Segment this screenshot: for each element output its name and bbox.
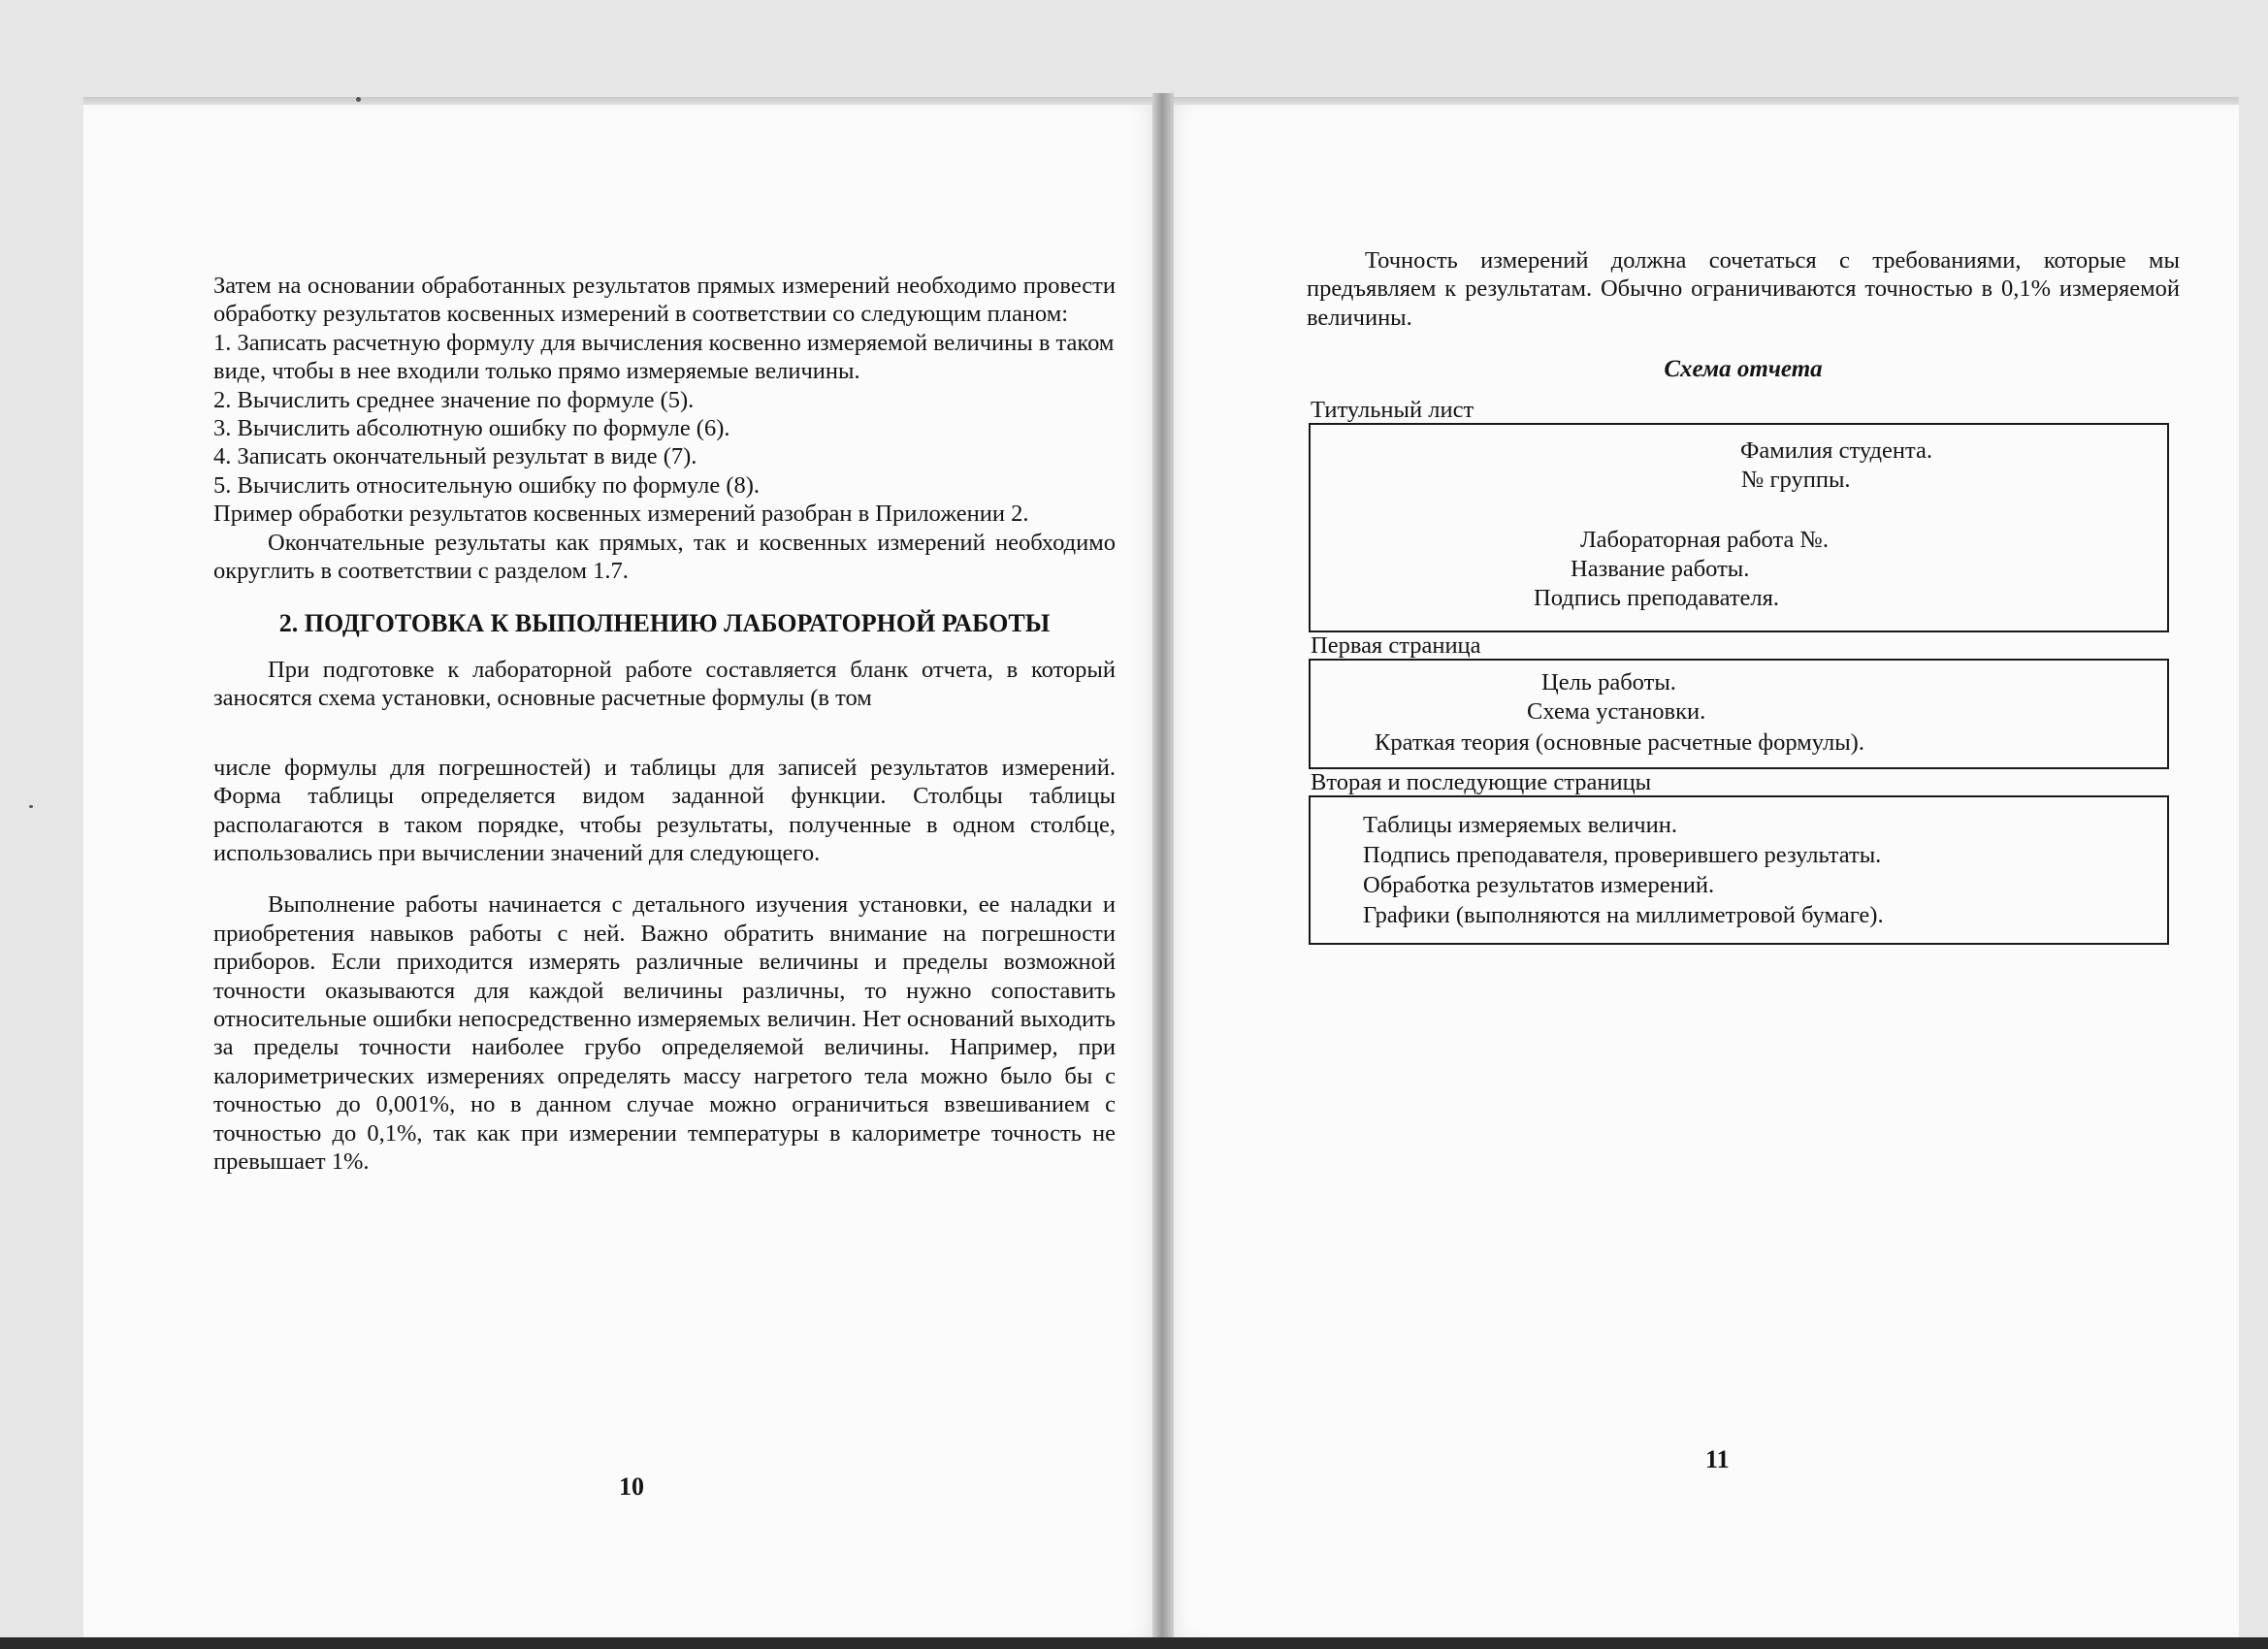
page-number-right: 11 xyxy=(1705,1445,1730,1473)
example-note: Пример обработки результатов косвенных измерений разобран в Приложении 2. xyxy=(213,501,1029,528)
work-paragraph: Выполнение работы начинается с детального изучения установки, ее наладки и приобретения навыков работы с ней. Важно обратить внимание на погрешности приборов. Если приходится измерять различные величины и пределы возможной точности оказываются для каждой величины различны, то нужно сопоставить относительные ошибки непосредственно измеряемых величин. Нет оснований выходить за пределы точности наиболее грубо определяемой величины. Например, при калориметрических измерениях определять массу нагретого тела можно было бы с точностью до 0,001%, но в данном случае можно ограничиться взвешиванием с точностью до 0,1%, так как при измерении температуры в калориметре точность не превышает 1%. xyxy=(213,891,1116,1175)
following-line-graphs: Графики (выполняются на миллиметровой бумаге). xyxy=(1363,901,1884,928)
following-pages-label: Вторая и последующие страницы xyxy=(1311,768,1652,795)
rounding-note: Окончательные результаты как прямых, так и косвенных измерений необходимо округлить в соответствии с разделом 1.7. xyxy=(213,529,1116,585)
following-pages-box xyxy=(1309,795,2169,945)
following-line-tables: Таблицы измеряемых величин. xyxy=(1363,811,1677,838)
title-sheet-line-lab: Лабораторная работа №. xyxy=(1580,526,1829,553)
plan-item-2: 2. Вычислить среднее значение по формуле (5). xyxy=(213,386,695,413)
first-page-box xyxy=(1309,659,2169,769)
scan-bottom-edge xyxy=(0,1637,2268,1649)
title-sheet-box xyxy=(1309,423,2169,632)
scheme-title: Схема отчета xyxy=(1664,356,1823,383)
prep-paragraph-part1: При подготовке к лабораторной работе составляется бланк отчета, в который заносятся схема установки, основные расчетные формулы (в том xyxy=(213,656,1116,712)
book-gutter xyxy=(1152,93,1174,1649)
left-page-text xyxy=(213,272,1116,1176)
intro-paragraph: Затем на основании обработанных результатов прямых измерений необходимо провести обработку результатов косвенных измерений в соответствии со следующим планом: xyxy=(213,273,1116,328)
following-line-processing: Обработка результатов измерений. xyxy=(1363,871,1715,898)
section-heading: 2. ПОДГОТОВКА К ВЫПОЛНЕНИЮ ЛАБОРАТОРНОЙ РАБОТЫ xyxy=(278,609,1051,638)
following-line-signature: Подпись преподавателя, проверившего результаты. xyxy=(1363,841,1882,868)
text-gap xyxy=(213,713,1116,754)
page-number-left: 10 xyxy=(619,1472,644,1501)
title-sheet-label: Титульный лист xyxy=(1311,396,1474,423)
accuracy-paragraph: Точность измерений должна сочетаться с требованиями, которые мы предъявляем к результатам. Обычно ограничиваются точностью в 0,1% измеряемой величины. xyxy=(1307,247,2180,331)
plan-item-4: 4. Записать окончательный результат в виде (7). xyxy=(213,443,697,470)
title-sheet-line-name: Название работы. xyxy=(1571,555,1750,582)
plan-item-5: 5. Вычислить относительную ошибку по формуле (8). xyxy=(213,471,761,499)
title-sheet-line-signature: Подпись преподавателя. xyxy=(1534,584,1780,611)
plan-item-3: 3. Вычислить абсолютную ошибку по формуле (6). xyxy=(213,415,730,442)
scan-speck xyxy=(356,97,361,102)
scan-speck xyxy=(29,805,33,808)
first-page-line-scheme: Схема установки. xyxy=(1527,697,1706,725)
title-sheet-line-group: № группы. xyxy=(1741,466,1851,493)
prep-paragraph-part2: числе формулы для погрешностей) и таблицы для записей результатов измерений. Форма таблицы определяется видом заданной функции. Столбцы таблицы располагаются в таком порядке, чтобы результаты, полученные в одном столбце, использовались при вычислении значений для следующего. xyxy=(213,754,1116,866)
first-page-label: Первая страница xyxy=(1311,631,1481,659)
right-page-text xyxy=(1307,246,2180,945)
text-gap xyxy=(213,867,1116,890)
first-page-line-goal: Цель работы. xyxy=(1541,668,1676,695)
title-sheet-line-student: Фамилия студента. xyxy=(1740,436,1932,464)
first-page-line-theory: Краткая теория (основные расчетные формулы). xyxy=(1375,728,1864,756)
plan-item-1: 1. Записать расчетную формулу для вычисления косвенно измеряемой величины в таком виде, чтобы в нее входили только прямо измеряемые величины. xyxy=(213,329,1115,385)
